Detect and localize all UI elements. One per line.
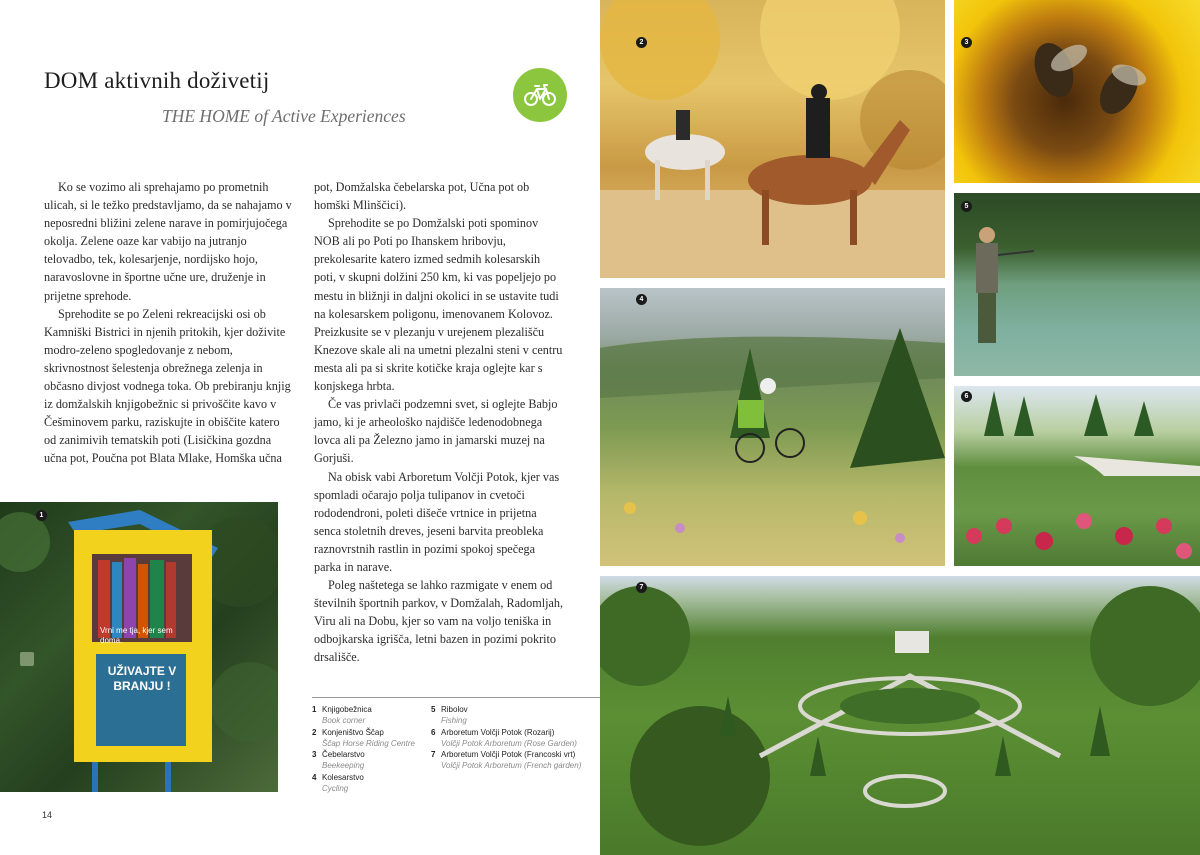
photo-rose-garden: [954, 386, 1200, 566]
caption-item: 4 Kolesarstvo Cycling: [312, 772, 364, 794]
caption-item: 3 Čebelarstvo Beekeeping: [312, 750, 365, 771]
captions-right: [431, 704, 601, 772]
photo-fishing: [954, 193, 1200, 376]
photo-cycling: [600, 288, 945, 566]
page-number: 14: [42, 810, 53, 820]
caption-item: 6 Arboretum Volčji Potok (Rozarij) Volčji Potok Arboretum (Rose Garden): [431, 727, 577, 748]
sign-text-small: Vrni me tja, kjer sem doma.: [100, 626, 173, 645]
caption-item: 2 Konjeništvo Ščap Ščap Horse Riding Centre: [312, 727, 415, 748]
bicycle-badge: [513, 68, 567, 122]
photo-number: 6: [961, 391, 972, 402]
paragraph: Sprehodite se po Zeleni rekreacijski osi ob Kamniški Bistrici in njenih pritokih, kjer doživite modro-zeleno spogledovanje z nebom, skrivnostnost šelestenja obrežnega zelenja in občasno divjost vodnega toka. Ob prebiranju knjig iz domžalskih knjigobežnic si privoščite kavo v Češminovem parku, raziskujte in obiščite katero od zanimivih tematskih poti (Lisičkina gozdna učna pot, Poučna pot Blata Mlake, Homška učna: [44, 306, 291, 466]
paragraph: Na obisk vabi Arboretum Volčji Potok, kjer vas spomladi očarajo polja tulipanov in cvetoči rododendroni, poleti dišeče vrtnice in prijetna senca stoletnih dreves, jeseni barvita preobleka raznovrstnih rastlin in pozimi spokoj spečega parka in narave.: [314, 469, 560, 574]
photo-book-corner: [0, 502, 278, 792]
photo-horse-riding: [600, 0, 945, 278]
paragraph: pot, Domžalska čebelarska pot, Učna pot ob homški Mlinščici).: [314, 180, 530, 213]
photo-french-garden: [600, 576, 1200, 855]
photo-number: 5: [961, 201, 972, 212]
text-column-1: [44, 178, 294, 468]
photo-number: 4: [636, 294, 647, 305]
page-title: DOM aktivnih doživetij: [44, 68, 270, 93]
photo-captions: [312, 697, 600, 794]
photo-number: 3: [961, 37, 972, 48]
caption-item: 1 Knjigobežnica Book corner: [312, 705, 372, 726]
paragraph: Ko se vozimo ali sprehajamo po prometnih ulicah, si le težko predstavljamo, da se nahajamo v neposredni bližini zelene narave in pomirjujočega okolja. Zelene oaze kar vabijo na jutranjo telovadbo, tek, kolesarjenje, nordijsko hojo, naravoslovne in športne učne ure, druženje in prijetne sprehode.: [44, 180, 292, 303]
photo-bees: [954, 0, 1200, 183]
paragraph: Če vas privlači podzemni svet, si oglejte Babjo jamo, ki je arheološko najdišče ledenodobnega lovca ali pa Železno jamo in jamarski muzej na Gorjuši.: [314, 397, 558, 466]
captions-left: [312, 704, 422, 794]
text-column-2: [314, 178, 564, 667]
caption-item: 5 Ribolov Fishing: [431, 705, 468, 726]
photo-number: 7: [636, 582, 647, 593]
caption-item: 7 Arboretum Volčji Potok (Francoski vrt) Volčji Potok Arboretum (French garden): [431, 750, 582, 771]
page-subtitle: THE HOME of Active Experiences: [162, 106, 406, 126]
sign-text-large: UŽIVAJTE V BRANJU !: [107, 664, 177, 693]
paragraph: Sprehodite se po Domžalski poti spominov NOB ali po Poti po Ihanskem hribovju, prekolesarite katero izmed sedmih kolesarskih poti, v skupni dolžini 250 km, ki vas popeljejo po mestu in bližnji in daljni okolici in se ustavite tudi na kolesarskem poligonu, imenovanem Kolovoz. Preizkusite se v plezanju v urejenem plezališču Knezove skale ali na umetni plezalni steni v centru mesta ali pa si skrite kotičke kraja oglejte kar s konjskega hrbta.: [314, 216, 563, 394]
photo-number: 1: [36, 510, 47, 521]
paragraph: Poleg naštetega se lahko razmigate v enem od številnih športnih parkov, v Domžalah, Radomljah, Viru ali na Dobu, kjer so vam na voljo teniška in odbojkarska igrišča, letni bazen in pozimi pokrito drsališče.: [314, 578, 564, 665]
bicycle-icon: [524, 82, 556, 108]
photo-number: 2: [636, 37, 647, 48]
